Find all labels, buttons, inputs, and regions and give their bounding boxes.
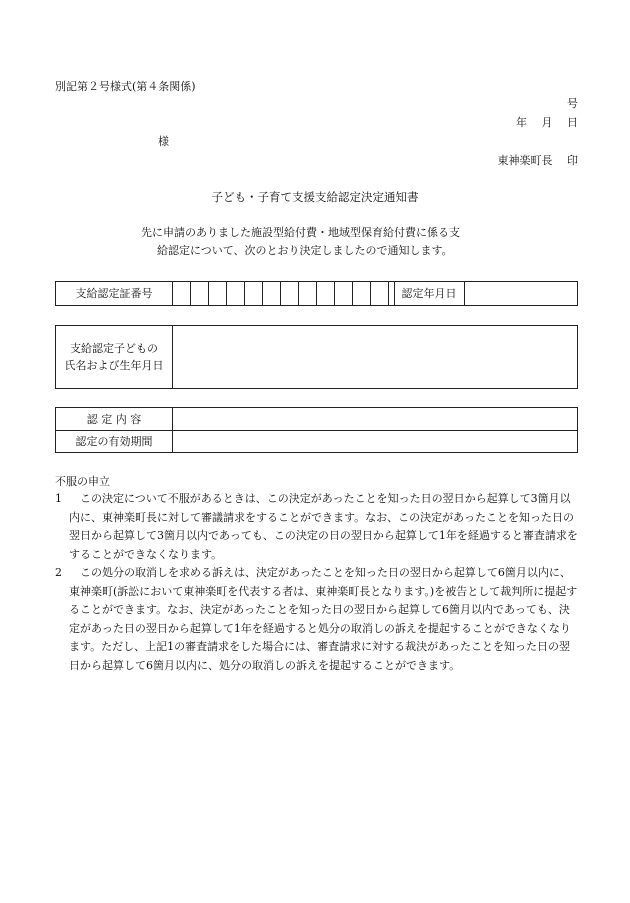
number-mark: 号 xyxy=(567,97,578,110)
date-line: 年 月 日 xyxy=(516,116,578,129)
child-label xyxy=(56,326,172,388)
intro-line-2: 給認定について、次のとおり決定しましたので通知します。 xyxy=(157,244,453,257)
content-label: 認 定 内 容 xyxy=(86,412,142,426)
period-label: 認定の有効期間 xyxy=(75,434,153,448)
objection-heading: 不服の申立 xyxy=(55,475,110,488)
objection-item-1: 1 この決定について不服があるときは、この決定があったことを知った日の翌日から起算して3箇月以内に、東神楽町長に対して審議請求をすることができます。なお、この決定があったことを知った日の翌日から起算して3箇月以内であっても、この決定の日の翌日から起算して1年を経過すると審査請求をすることができなくなります。 xyxy=(55,492,578,561)
objection-list xyxy=(55,490,580,675)
child-info-value[interactable] xyxy=(173,326,577,388)
child-label-line-1: 支給認定子どもの xyxy=(70,342,158,355)
certification-table xyxy=(55,407,578,453)
cert-number-table xyxy=(55,281,578,306)
child-label-line-2: 氏名および生年月日 xyxy=(64,359,164,372)
child-info-table xyxy=(55,325,578,389)
content-value[interactable] xyxy=(173,408,577,430)
addressee-suffix: 様 xyxy=(158,135,169,148)
cert-date-value[interactable] xyxy=(465,282,577,305)
form-label: 別記第２号様式(第４条関係) xyxy=(55,80,196,93)
intro-line-1: 先に申請のありました施設型給付費・地域型保育給付費に係る支 xyxy=(141,226,460,239)
period-value[interactable] xyxy=(173,431,577,452)
document-title: 子ども・子育て支援支給認定決定通知書 xyxy=(211,190,419,204)
issuer-name: 東神楽町長 印 xyxy=(497,154,578,167)
objection-item-2: 2 この処分の取消しを求める訴えは、決定があったことを知った日の翌日から起算して6箇月以内に、東神楽町(訴訟において東神楽町を代表する者は、東神楽町長となります。)を被告として裁判所に提起することができます。なお、決定があったことを知った日の翌日から起算して6箇月以内であっても、決定があった日の翌日から起算して1年を経過すると処分の取消しの訴えを提起することができなくなります。ただし、上記1の審査請求をした場合には、審査請求に対する裁決があったことを知った日の翌日から起算して6箇月以内に、処分の取消しの訴えを提起することができます。 xyxy=(55,566,578,672)
cert-number-label: 支給認定証番号 xyxy=(75,287,153,300)
cert-date-label: 認定年月日 xyxy=(401,287,457,300)
